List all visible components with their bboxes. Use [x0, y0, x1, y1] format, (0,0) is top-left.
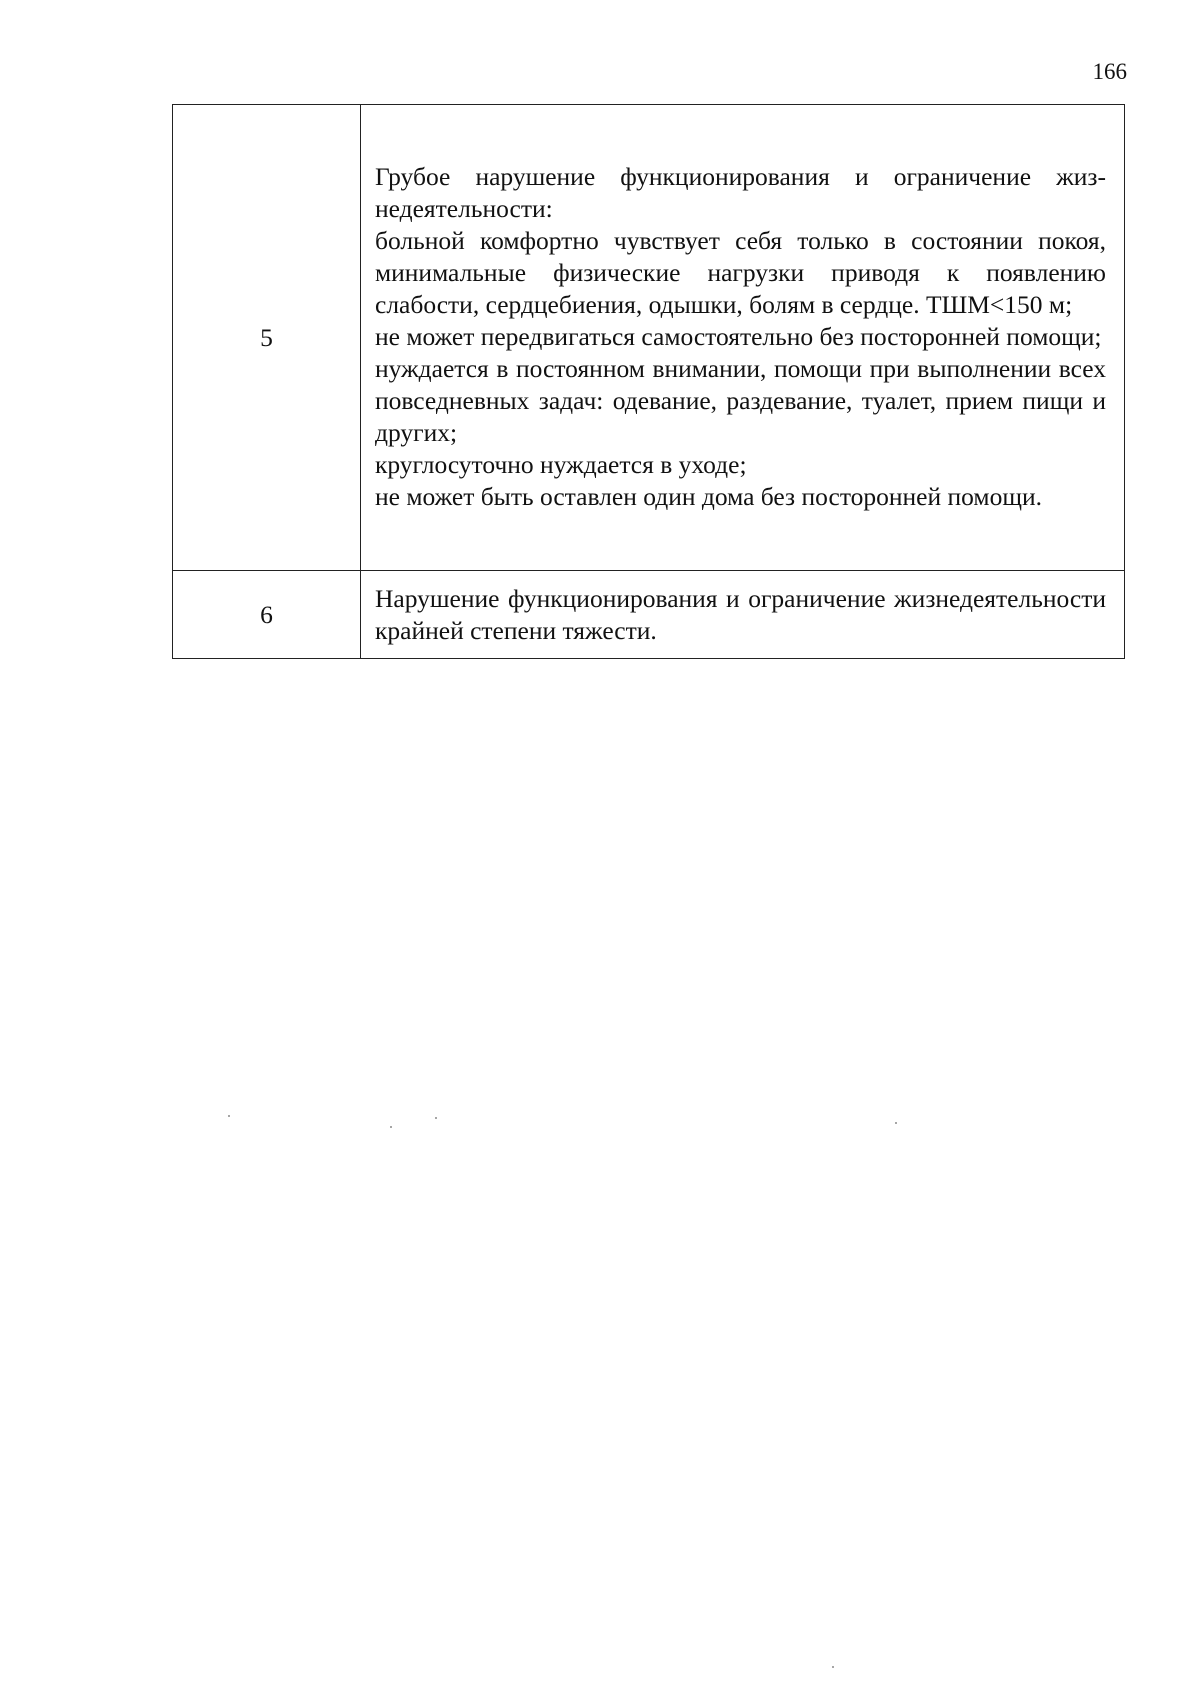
scan-speck: [435, 1117, 437, 1119]
page-number: 166: [1092, 59, 1127, 84]
description-line: не может передвигаться самостоятельно без посторонней помощи;: [375, 321, 1102, 351]
description-line: круглосуточно нуждается в уходе;: [375, 449, 747, 479]
description-line: Нарушение функционирования и ограничение жизнедеятельности крайней степени тяжести.: [375, 583, 1106, 645]
severity-grade-table: [172, 104, 1125, 659]
description-line: нуждается в постоянном внимании, помощи при выполнении всех повседневных задач: одевание, раздевание, туалет, прием пищи и других;: [375, 353, 1106, 447]
description-line: больной комфортно чувствует себя только в состоянии покоя, минимальные физические нагрузки приводя к появлению слабости, сердцебиения, одышки, болям в сердце. ТШМ<150 м;: [375, 225, 1106, 319]
description-line: Грубое нарушение функционирования и ограничение жизнедеятельности:: [375, 161, 1106, 223]
scan-speck: [832, 1666, 834, 1668]
scan-speck: [390, 1126, 392, 1128]
grade-cell: 5: [173, 105, 361, 571]
grade-cell: 6: [173, 571, 361, 659]
description-cell: [361, 571, 1125, 659]
description-cell: [361, 105, 1125, 571]
table-row: [173, 105, 1125, 571]
description-line: не может быть оставлен один дома без посторонней помощи.: [375, 481, 1042, 511]
scan-speck: [895, 1122, 897, 1124]
table-row: [173, 571, 1125, 659]
scan-speck: [228, 1115, 230, 1117]
